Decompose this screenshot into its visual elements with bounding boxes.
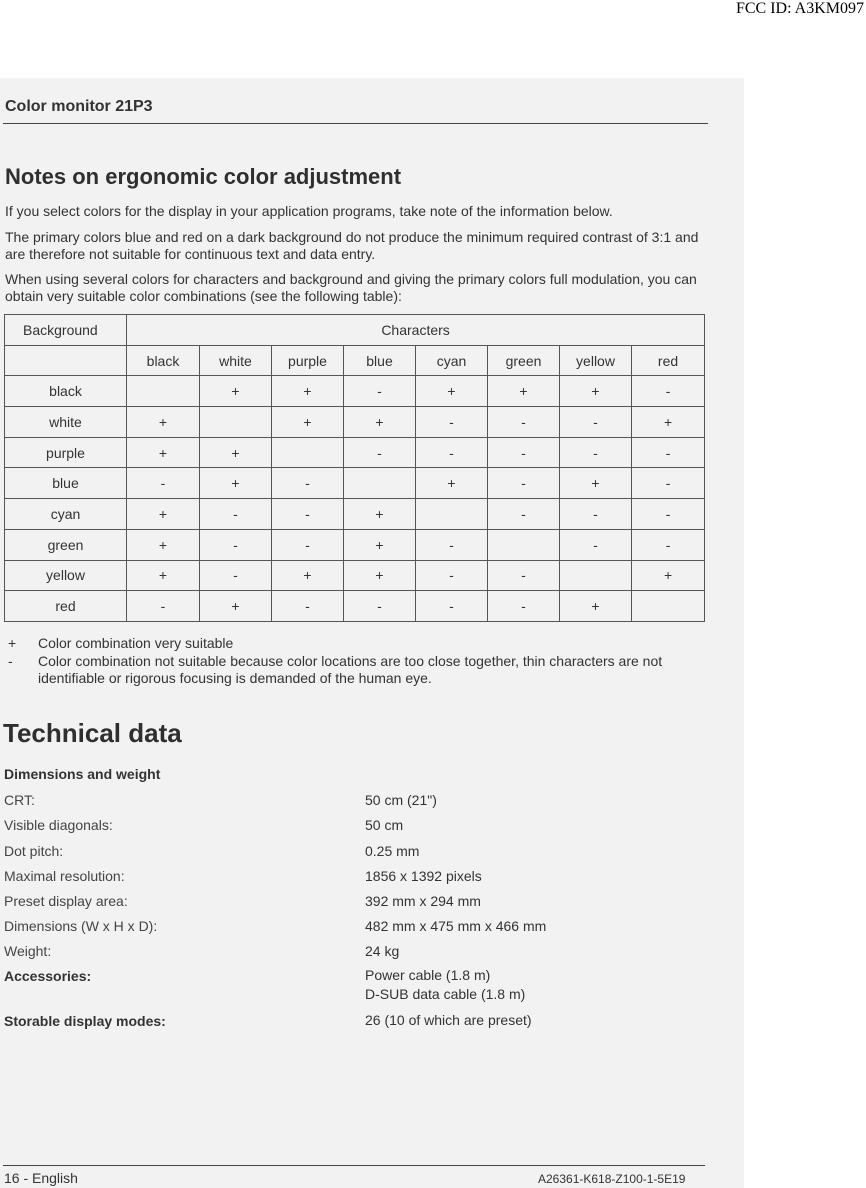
- row-header-green: green: [5, 529, 127, 560]
- table-row: [5, 468, 705, 499]
- table-cell: +: [416, 376, 488, 407]
- table-cell: +: [127, 499, 200, 530]
- table-row: [5, 437, 705, 468]
- spec-value: 50 cm: [365, 817, 404, 833]
- table-cell: [560, 560, 632, 591]
- header-divider: [3, 123, 708, 124]
- table-cell: +: [488, 376, 560, 407]
- column-header-blue: blue: [344, 345, 416, 376]
- row-header-white: white: [5, 407, 127, 438]
- table-cell: [344, 468, 416, 499]
- spec-label: Visible diagonals:: [4, 817, 113, 833]
- column-header-cyan: cyan: [416, 345, 488, 376]
- technical-data-heading: Technical data: [3, 718, 182, 748]
- table-cell: +: [560, 376, 632, 407]
- accessories-label: Accessories:: [4, 968, 92, 984]
- notes-heading: Notes on ergonomic color adjustment: [5, 164, 402, 189]
- table-cell: -: [200, 560, 272, 591]
- spec-label: Preset display area:: [4, 893, 128, 909]
- table-cell: -: [272, 499, 344, 530]
- table-row: [5, 529, 705, 560]
- spec-value: 0.25 mm: [365, 843, 420, 859]
- spec-label: CRT:: [4, 792, 35, 808]
- table-cell: +: [632, 407, 705, 438]
- spec-value: 24 kg: [365, 943, 400, 959]
- table-cell: +: [127, 437, 200, 468]
- table-cell: -: [416, 437, 488, 468]
- notes-paragraph-3: When using several colors for characters and background and giving the primary colors full modulation, you can obtain very suitable color combinations (see the following table):: [5, 271, 697, 304]
- legend-plus-text: Color combination very suitable: [38, 635, 234, 651]
- legend-minus-symbol: -: [8, 653, 13, 669]
- row-header-yellow: yellow: [5, 560, 127, 591]
- table-cell: -: [560, 529, 632, 560]
- table-cell: -: [416, 407, 488, 438]
- table-cell: -: [560, 499, 632, 530]
- table-cell: +: [560, 468, 632, 499]
- column-header-yellow: yellow: [560, 345, 632, 376]
- spec-value: 1856 x 1392 pixels: [365, 868, 482, 884]
- fcc-id-label: FCC ID: A3KM097: [735, 0, 864, 17]
- table-cell: [488, 529, 560, 560]
- row-header-purple: purple: [5, 437, 127, 468]
- table-cell: -: [344, 376, 416, 407]
- table-cell: [127, 376, 200, 407]
- table-cell: -: [200, 529, 272, 560]
- table-cell: -: [488, 499, 560, 530]
- page-number: 16 - English: [4, 1170, 78, 1186]
- table-cell: -: [488, 591, 560, 622]
- row-header-blue: blue: [5, 468, 127, 499]
- background-header: Background: [5, 315, 127, 346]
- table-cell: +: [127, 407, 200, 438]
- table-cell: +: [200, 468, 272, 499]
- storable-modes-label: Storable display modes:: [4, 1013, 166, 1029]
- spec-label: Weight:: [4, 943, 52, 959]
- table-row: [5, 560, 705, 591]
- accessories-value-2: D-SUB data cable (1.8 m): [365, 986, 526, 1002]
- table-cell: +: [127, 560, 200, 591]
- table-cell: -: [488, 468, 560, 499]
- table-cell: -: [200, 499, 272, 530]
- table-cell: +: [344, 529, 416, 560]
- table-cell: +: [200, 437, 272, 468]
- column-header-red: red: [632, 345, 705, 376]
- table-cell: [272, 437, 344, 468]
- table-cell: -: [272, 529, 344, 560]
- empty-corner-cell: [5, 345, 127, 376]
- row-header-black: black: [5, 376, 127, 407]
- table-cell: [632, 591, 705, 622]
- table-cell: -: [344, 591, 416, 622]
- table-cell: -: [416, 560, 488, 591]
- table-cell: +: [560, 591, 632, 622]
- page-header-title: Color monitor 21P3: [5, 98, 153, 115]
- table-cell: -: [632, 437, 705, 468]
- table-cell: -: [272, 591, 344, 622]
- table-cell: [200, 407, 272, 438]
- table-cell: -: [272, 468, 344, 499]
- table-cell: -: [632, 529, 705, 560]
- table-cell: -: [416, 529, 488, 560]
- table-cell: -: [488, 560, 560, 591]
- row-header-cyan: cyan: [5, 499, 127, 530]
- table-cell: -: [560, 407, 632, 438]
- table-row: [5, 499, 705, 530]
- notes-paragraph-2: The primary colors blue and red on a dark background do not produce the minimum required contrast of 3:1 and are therefore not suitable for continuous text and data entry.: [5, 229, 699, 262]
- table-cell: +: [344, 560, 416, 591]
- column-header-purple: purple: [272, 345, 344, 376]
- document-code: A26361-K618-Z100-1-5E19: [538, 1172, 686, 1186]
- table-cell: +: [416, 468, 488, 499]
- column-header-black: black: [127, 345, 200, 376]
- table-cell: [416, 499, 488, 530]
- table-cell: +: [344, 499, 416, 530]
- legend-plus-symbol: +: [8, 635, 17, 651]
- column-header-green: green: [488, 345, 560, 376]
- table-cell: -: [488, 437, 560, 468]
- notes-paragraph-1: If you select colors for the display in your application programs, take note of the information below.: [5, 203, 613, 219]
- table-cell: -: [416, 591, 488, 622]
- table-body: [5, 376, 705, 622]
- spec-value: 392 mm x 294 mm: [365, 893, 481, 909]
- spec-value: 50 cm (21"): [365, 792, 437, 808]
- table-cell: -: [127, 591, 200, 622]
- characters-header: Characters: [127, 315, 705, 346]
- table-cell: +: [272, 560, 344, 591]
- legend-minus-text: Color combination not suitable because color locations are too close together, thin characters are not identifiable or rigorous focusing is demanded of the human eye.: [38, 653, 663, 686]
- table-cell: -: [632, 468, 705, 499]
- storable-modes-value: 26 (10 of which are preset): [365, 1012, 532, 1028]
- accessories-value-1: Power cable (1.8 m): [365, 967, 491, 983]
- table-cell: -: [127, 468, 200, 499]
- table-cell: +: [272, 376, 344, 407]
- row-header-red: red: [5, 591, 127, 622]
- table-cell: -: [560, 437, 632, 468]
- table-cell: -: [632, 499, 705, 530]
- spec-label: Maximal resolution:: [4, 868, 125, 884]
- table-cell: +: [632, 560, 705, 591]
- table-cell: +: [200, 376, 272, 407]
- table-cell: -: [632, 376, 705, 407]
- column-header-row: [5, 345, 705, 376]
- dimensions-heading: Dimensions and weight: [4, 766, 161, 782]
- table-cell: +: [200, 591, 272, 622]
- color-combination-table: [4, 314, 705, 622]
- table-cell: -: [344, 437, 416, 468]
- table-cell: +: [127, 529, 200, 560]
- spec-label: Dimensions (W x H x D):: [4, 918, 158, 934]
- table-cell: -: [488, 407, 560, 438]
- column-header-white: white: [200, 345, 272, 376]
- table-row: [5, 407, 705, 438]
- table-row: [5, 376, 705, 407]
- table-cell: +: [272, 407, 344, 438]
- table-row: [5, 591, 705, 622]
- table-cell: +: [344, 407, 416, 438]
- spec-label: Dot pitch:: [4, 843, 64, 859]
- spec-value: 482 mm x 475 mm x 466 mm: [365, 918, 547, 934]
- footer-divider: [3, 1165, 705, 1166]
